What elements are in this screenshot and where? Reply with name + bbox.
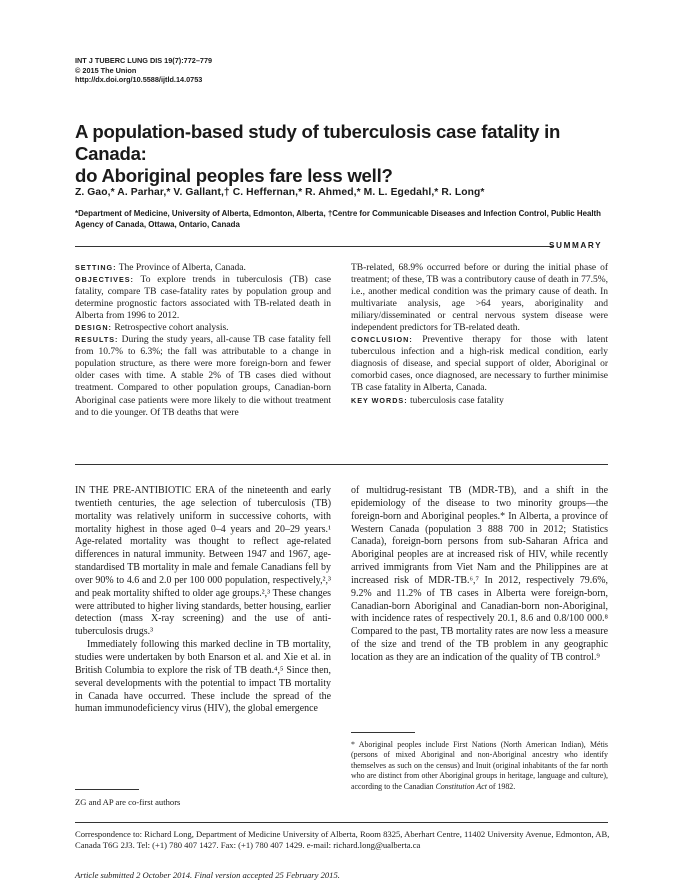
abstract-design [75,322,331,334]
summary-heading: SUMMARY [549,241,603,250]
conclusion-text: Preventive therapy for those with latent tuberculous infection and a high-risk medical condition, early diagnosis of disease, and special support of older, Aboriginal or comorbid cases, once diagnosed, are necessary to further minimise TB case fatality in Alberta, Canada. [351,335,608,394]
abstract-objectives [75,274,331,322]
footnote-end: of 1982. [486,781,516,791]
abstract-results-continued: TB-related, 68.9% occurred before or during the initial phase of treatment; of these, TB was a contributory cause of death in 77.5%, i.e., another medical condition was the primary cause of death. In multivariate analysis, age >64 years, aboriginality and miliary/disseminated or central nervous system disease were independent predictors for TB-related death. [351,263,608,334]
objectives-text: To explore trends in tuberculosis (TB) case fatality, compare TB case-fatality rates by population group and determine prognostic factors associated with TB-related death in Alberta from 1996 to 2012. [75,275,331,322]
abstract-left-column [75,262,331,419]
body-paragraph: Immediately following this marked decline in TB mortality, studies were undertaken by both Enarson et al. and Xie et al. in British Columbia to explore the risk of TB death.⁴,⁵ Since then, several developments with the potential to impact TB mortality in Canada have occurred. These include the spread of the human immunodeficiency virus (HIV), the global emergence [75,639,331,715]
keywords-label: KEY WORDS: [351,395,408,405]
abstract-results [75,334,331,418]
article-title-line-1: A population-based study of tuberculosis case fatality in Canada: [75,121,561,164]
abstract-setting [75,262,331,274]
conclusion-label: CONCLUSION: [351,335,413,345]
body-paragraph: IN THE PRE-ANTIBIOTIC ERA of the nineteenth and early twentieth centuries, the age selection of tuberculosis (TB) mortality was relatively uniform in successive cohorts, with mortality highest in those aged 0–4 years and 20–29 years.¹ Age-related mortality was thought to reflect age-related differences in natural immunity. Between 1947 and 1967, age-standardised TB mortality in male and female Canadians fell by over 90% to 4.6 and 2.0 per 100 000 population, respectively,²,³ and peak mortality shifted to older age groups.²,³ These changes were attributed to higher living standards, better housing, earlier detection (mass X-ray screening) and the use of anti-tuberculosis drugs.³ [75,485,331,638]
abstract-conclusion [351,334,608,394]
footnote-divider [351,732,415,733]
body-right-column [351,485,608,665]
footnote-divider [75,789,139,790]
body-paragraph: of multidrug-resistant TB (MDR-TB), and a shift in the epidemiology of the disease to two minority groups—the foreign-born and Aboriginal peoples.* In Alberta, a province of Western Canada (population 3 888 700 in 2012; Statistics Canada), foreign-born persons from sub-Saharan Africa and Aboriginal peoples are at increased risk of HIV, while recently arrived immigrants from Viet Nam and the Philippines are at increased risk of MDR-TB.⁶,⁷ In 2012, respectively 79.6%, 9.2% and 11.2% of TB cases in Alberta were foreign-born, Canadian-born Aboriginal and Canadian-born non-Aboriginal, with incidence rates of respectively 20.1, 8.6 and 0.8/100 000.⁸ Compared to the past, TB mortality rates are now less a measure of the size and trend of the TB problem in any geographic location as they are an indication of the quality of TB control.⁹ [351,485,608,663]
setting-label: SETTING: [75,263,117,272]
aboriginal-footnote [351,740,608,792]
correspondence-note: Correspondence to: Richard Long, Department of Medicine University of Alberta, Room 8325, Aberhart Centre, 11402 University Avenue, Edmonton, AB, Canada T6G 2J3. Tel: (+1) 780 407 1427. Fax: (+1) 780 407 1429. e-mail: richard.long@ualberta.ca [75,829,610,851]
journal-copyright: © 2015 The Union [75,65,137,75]
correspondence-divider [75,822,608,823]
body-left-column [75,485,331,716]
article-title-line-2: do Aboriginal peoples fare less well? [75,165,393,186]
submission-dates: Article submitted 2 October 2014. Final version accepted 25 February 2015. [75,870,340,880]
setting-text: The Province of Alberta, Canada. [116,263,246,273]
footnote-text: * Aboriginal peoples include First Nations (North American Indian), Métis (persons of mixed Aboriginal and non-Aboriginal ancestry who identify themselves as such on the census) and Inuit (original inhabitants of the far north who are distinct from other Aboriginal groups in heritage, language and culture), according to the Canadian [351,740,608,791]
abstract-bottom-divider [75,464,608,465]
summary-divider [75,246,553,247]
design-text: Retrospective cohort analysis. [111,323,229,334]
abstract-right-column [351,262,608,407]
article-title [75,121,635,187]
results-text: During the study years, all-cause TB case fatality fell from 10.7% to 6.3%; the fall was attributable to a change in population structure, as there were more foreign-born and fewer older cases with time. A stable 2% of TB cases died without treatment. Compared to other population groups, Canadian-born Aboriginal case patients were more likely to die without treatment and to die younger. Of TB deaths that were [75,335,331,418]
keywords-text: tuberculosis case fatality [407,395,504,406]
author-affiliations: *Department of Medicine, University of Alberta, Edmonton, Alberta, †Centre for Communicable Diseases and Infection Control, Public Health Agency of Canada, Ottawa, Ontario, Canada [75,209,601,229]
journal-header [75,56,212,85]
journal-citation: INT J TUBERC LUNG DIS 19(7):772–779 [75,56,213,65]
journal-doi[interactable]: http://dx.doi.org/10.5588/ijtld.14.0753 [75,75,203,85]
objectives-label: OBJECTIVES: [75,275,134,285]
author-list: Z. Gao,* A. Parhar,* V. Gallant,† C. Heffernan,* R. Ahmed,* M. L. Egedahl,* R. Long* [75,187,485,198]
design-label: DESIGN: [75,323,112,333]
co-author-footnote: ZG and AP are co-first authors [75,797,181,807]
abstract-keywords [351,395,608,407]
footnote-act-title: Constitution Act [435,781,487,791]
results-label: RESULTS: [75,335,119,345]
